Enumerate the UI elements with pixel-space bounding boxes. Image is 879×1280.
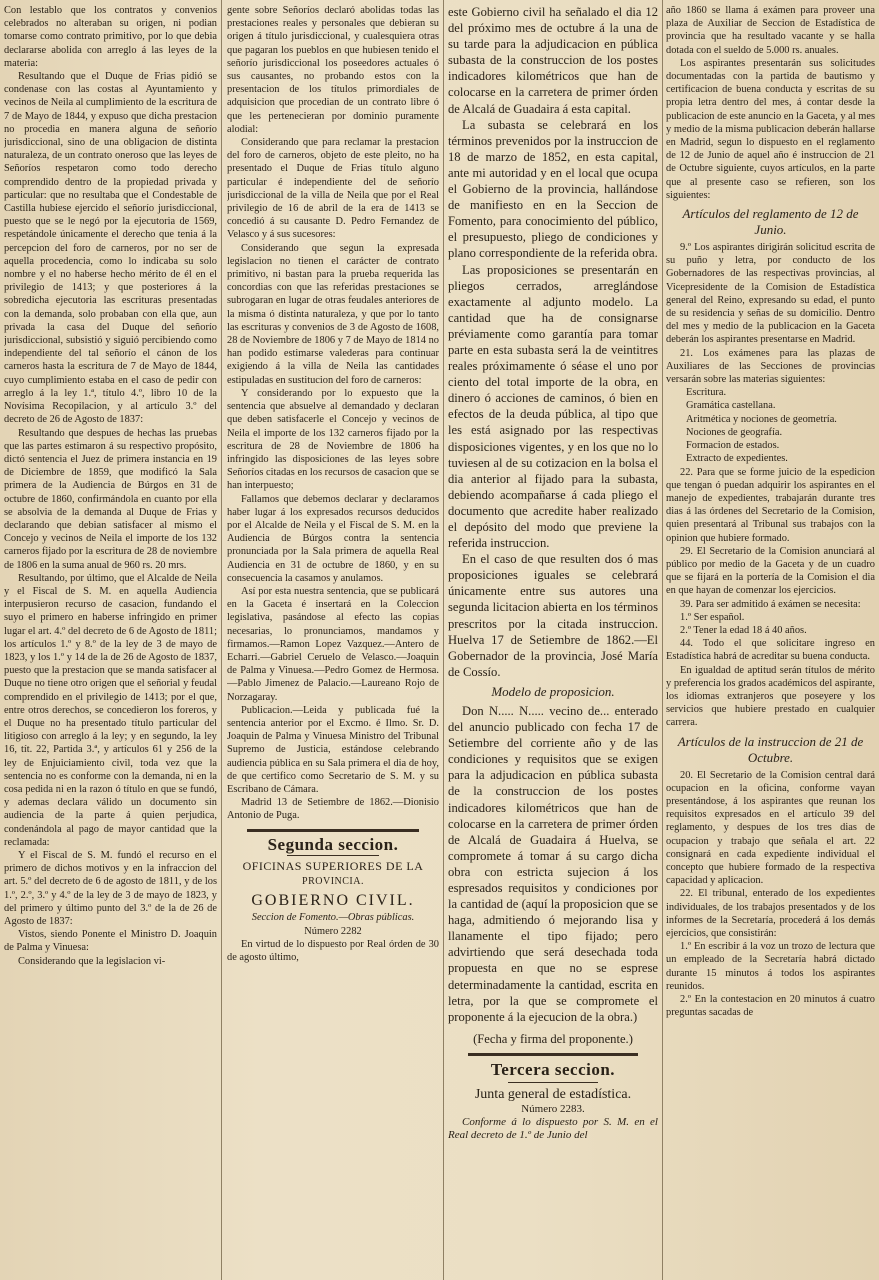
model-text: Don N..... N..... vecino de... enterado del anuncio publicado con fecha 17 de Setiembre del corriente año y de las condiciones y requisitos que se exigen para la adjudicacion en pública subasta de la construccion de los postes indicadores kilométricos que han de colocarse en la carretera de primer órden de Alcalá de Guadaira á Huelva, se compromete á tomar á su cargo dicha obra con estricta sujecion á los espresados requisitos y condiciones por la cantidad de (aquí la proposicion que se haga, admitiendo ó mejorando lisa y llanamente el tipo fijado; pero advirtiendo que será desechada toda propuesta en que no se esprese determinadamente la cantidad, escrita en letra, por la que se compromete el proponente á la ejecucion de la obra.): [448, 703, 658, 1024]
paragraph: Considerando que la legislacion vi-: [18, 955, 166, 967]
paragraph: Y el Fiscal de S. M. fundó el recurso en el primero de dichos motivos y en la infraccion del art. 5.º del decreto de 6 de agosto de 1811, y de los 1.º, 2.º, 3.º y 4.º de la ley de 3 de mayo de 1823, y del primero y último punto del 3.º de la de 26 de Agosto de 1837:: [4, 850, 217, 928]
paragraph: 29. El Secretario de la Comision anunciará al público por medio de la Gaceta y de un cuadro que se fijará en la portería de la Comision el dia en que hayan de comenzar los ejercicios.: [666, 545, 875, 597]
junta-heading: Junta general de estadística.: [474, 1087, 632, 1102]
column-4: [666, 4, 875, 1276]
paragraph: año 1860 se llama á exámen para proveer una plaza de Auxiliar de Seccion de Estadística de provincia que ha resultado vacante y se halla dotada con el sueldo de 5.000 rs. anuales.: [666, 5, 875, 56]
paragraph: Resultando que despues de hechas las pruebas que las partes estimaron á su respectivo propósito, dictó sentencia el Juez de primera instancia en 19 de Diciembre de 1859, que modificó la Sala primera de la Audiencia de Búrgos en 31 de octubre de 1860, confirmándola en cuanto por ella se absolvia de la demanda al Duque de Frias y declarando que debian satisfacer al mismo el Concejo y vecinos de Neila el importe de los 132 carneros fijado por la escritura de 28 de noviembre de 1806 en la suma anual de 960 rs. 20 mrs.: [4, 427, 217, 571]
paragraph: Resultando, por último, que el Alcalde de Neila y el Fiscal de S. M. en aquella Audiencia interpusieron recurso de casacion, fundando el suyo el primero en haberse infringido en primer lugar el art. 4.º del decreto de 6 de Agosto de 1811; los artículos 1.º y 8.º de la ley de 3 de mayo de 1823, y los 1.º y 14 de la de 26 de Agosto de 1837, puesto que la prestacion que se manda satisfacer al Duque no tiene otro origen que el señorial y feudal comprendido en el privilegio de 1413; por el que, entre otros derechos, se concedieron los foreros, y el Duque no ha presentado título particular del litigioso con arreglo á la ley; y en segundo, la ley 16, tít. 22, Partida 3.ª, y artículos 61 y 256 de la ley de Enjuiciamiento civil, toda vez que la sentencia no es conforme con la demanda, ni en la cosa pedida ni en la razon ó título en que se fundó, y ademas declara válido un documento sin audiencia de la parte á quien perjudica, condenándola al pago de mayor cantidad que la reclamada:: [4, 572, 217, 848]
paragraph: 2.º En la contestacion en 20 minutos á cuatro preguntas sacadas de: [666, 994, 875, 1019]
paragraph: Conforme á lo dispuesto por S. M. en el Real decreto de 1.º de Junio del: [448, 1116, 658, 1142]
paragraph: 9.º Los aspirantes dirigirán solicitud escrita de su puño y letra, por conducto de los Gobernadores de las respectivas provincias, al Vicepresidente de la Comision de Estadística general del Reino, expresando su edad, el punto de su residencia y señas de su domicilio. Dentro del mes y medio de la publicacion en la Gaceta deberán los aspirantes presentarse en Madrid.: [666, 242, 875, 346]
paragraph: En virtud de lo dispuesto por Real órden de 30 de agosto último,: [227, 938, 439, 964]
model-title: Modelo de proposicion.: [491, 683, 615, 699]
paragraph: La subasta se celebrará en los términos prevenidos por la instruccion de 18 de marzo de 1852, en esta capital, ante mi autoridad y en el local que ocupa el Gobierno de la provincia, hallándose de manifiesto en en la Seccion de Fomento, para conocimiento del público, el presupuesto, pliego de condiciones y plano correspondiente de la referida obra.: [448, 117, 658, 261]
paragraph: Con lestablo que los contratos y convenios celebrados no alteraban su origen, ni podian tomarse como contrato primitivo, por lo que debia declararse abolida con arreglo á las leyes de la materia:: [4, 5, 217, 69]
list-item: Escritura.: [686, 387, 727, 399]
column-3: [448, 4, 658, 1276]
paragraph: 2.º Tener la edad 18 á 40 años.: [680, 624, 807, 636]
paragraph: gente sobre Señoríos declaró abolidas todas las prestaciones reales y personales que debieran su origen á título jurisdiccional, y cualesquiera otras que pagaran los pueblos en que hubiesen tenido el señorío jurisdiccional los poseedores actuales ó sus causantes, no probando estos con la presentacion de los títulos primordiales de adquisicion que procedian de un contrato libre ó que les pertenecieran por dominio puramente alodial:: [227, 5, 439, 135]
paragraph: Considerando que para reclamar la prestacion del foro de carneros, objeto de este pleito, no ha presentado el Duque de Frias título alguno particular é independiente del de señorío jurisdiccional de la villa de Neila que por el Real privilegio de 16 de abril de la era de 1413 se concedió á su causante D. Pedro Fernandez de Velasco y á sus sucesores:: [227, 137, 439, 241]
paragraph: 20. El Secretario de la Comision central dará ocupacion en la oficina, conforme vayan presentándose, á los aspirantes que reunan los requisitos expresados en el artículo 39 del reglamento, y despues de los tres dias de ocupacion y trabajo que señala el art. 22 consignará en cada expediente individual el concepto que hubiere formado de la respectiva capacidad y aplicacion.: [666, 769, 875, 887]
paragraph: Considerando que segun la expresada legislacion no tienen el carácter de contrato primitivo, ni bastan para la prueba requerida las concordias con que las referidas prestaciones se subrogaran en lugar de otras feudales anteriores de la misma ó distinta naturaleza, y que por lo tanto las escrituras y convenios de 3 de Agosto de 1608, 28 de Noviembre de 1806 y 7 de Mayo de 1814 no han podido estimarse valederas para continuar exigiendo á la villa de Neila las cantidades estipuladas en sustitucion del foro de carneros:: [227, 242, 439, 386]
section-divider: [247, 829, 419, 832]
paragraph: 21. Los exámenes para las plazas de Auxiliares de las Secciones de provincias versarán sobre las materias siguientes:: [666, 347, 875, 386]
column-1: [4, 4, 217, 1276]
divider: [508, 1082, 598, 1083]
column-rule: [443, 0, 444, 1280]
paragraph: Vistos, siendo Ponente el Ministro D. Joaquin de Palma y Vinuesa:: [4, 929, 217, 954]
paragraph: En igualdad de aptitud serán títulos de mérito y preferencia los grados académicos del aspirante, los idiomas extranjeros que poseyere y los servicios que hubiere prestado en cualquier carrera.: [666, 664, 875, 729]
paragraph: Las proposiciones se presentarán en pliegos cerrados, arreglándose exactamente al adjunto modelo. La cantidad que ha de consignarse préviamente como garantía para tomar parte en esta subasta será la de veintitres reales próximamente ó séase el uno por ciento del total importe de la obra, en dinero ó acciones de caminos, ó bien en efectos de la deuda pública, al tipo que les está asignado por las respectivas disposiciones vigentes, y en los que no lo tuviesen al de su cotizacion en la bolsa el dia anterior al fijado para la subasta, debiendo acompañarse á cada pliego el documento que acredite haber realizado el depósito del modo que previene la referida instruccion.: [448, 262, 658, 551]
paragraph: 39. Para ser admitido á exámen se necesita:: [680, 598, 861, 610]
section-title: Segunda seccion.: [267, 834, 399, 854]
paragraph: 22. El tribunal, enterado de los expedientes individuales, de los trabajos presentados y de los informes de la Secretaría, procederá á los demás ejercicios, que consistirán:: [666, 888, 875, 939]
signature-line: (Fecha y firma del proponente.): [473, 1031, 633, 1046]
paragraph: 1.º Ser español.: [680, 611, 745, 623]
department-line: Seccion de Fomento.—Obras públicas.: [251, 912, 415, 924]
paragraph: Publicacion.—Leida y publicada fué la sentencia anterior por el Excmo. é Ilmo. Sr. D. Joaquin de Palma y Vinuesa Ministro del Tribunal Supremo de Justicia, estándose celebrando audiencia pública en su Sala primera el dia de hoy, de que certifico como Secretario de S. M. y su Escribano de Cámara.: [227, 704, 439, 795]
notice-number: Número 2282: [304, 925, 362, 937]
section-heading: Artículos del reglamento de 12 de Junio.: [682, 206, 859, 238]
section-heading: Artículos de la instruccion de 21 de Octubre.: [677, 733, 864, 765]
paragraph: 22. Para que se forme juicio de la espedicion que tengan ó puedan adquirir los aspirantes en el manejo de expedientes, trabajarán durante tres dias á las órdenes del Secretario de la Comision, quien presentará al Tribunal sus trabajos con la opinion que hubiere formado.: [666, 466, 875, 544]
subject-list: [666, 386, 875, 465]
section-divider: [468, 1053, 638, 1056]
list-item: Formacion de estados.: [686, 440, 780, 452]
paragraph: Y considerando por lo expuesto que la sentencia que absuelve al demandado y declaran que deben satisfacerle el Concejo y vecinos de Neila el importe de los 132 carneros fijado por la escritura de 28 de Noviembre de 1806 ha infringido las disposiciones de las leyes sobre Señoríos citadas en los recursos de casacion que se han interpuesto;: [227, 387, 439, 492]
list-item: Extracto de expedientes.: [686, 453, 788, 465]
paragraph: Madrid 13 de Setiembre de 1862.—Dionisio Antonio de Puga.: [227, 797, 439, 822]
column-2: [227, 4, 439, 1276]
paragraph: 44. Todo el que solicitare ingreso en Estadística habrá de acreditar su buena conducta.: [666, 638, 875, 663]
list-item: Nociones de geografía.: [686, 426, 783, 438]
paragraph: Así por esta nuestra sentencia, que se publicará en la Gaceta é insertará en la Coleccion legislativa, pasándose al efecto las copias necesarias, lo pronunciamos, mandamos y firmamos.—Ramon Lopez Vazquez.—Antero de Echarri.—Gabriel Ceruelo de Velasco.—Joaquin de Palma y Vinuesa.—Pedro Gomez de Hermosa.—Pablo Jimenez de Palacio.—Laureano Rojo de Norzagaray.: [227, 585, 439, 703]
notice-number: Número 2283.: [521, 1103, 585, 1116]
paragraph: este Gobierno civil ha señalado el dia 12 del próximo mes de octubre á la una de su tarde para la adjudicacion en pública subasta de la construccion de los postes indicadores kilométricos que han de colocarse en la carretera de primer órden de Alcalá de Guadaira á esta capital.: [448, 5, 658, 116]
gobierno-heading: GOBIERNO CIVIL.: [251, 892, 415, 910]
paragraph: En el caso de que resulten dos ó mas proposiciones iguales se celebrará únicamente entre sus autores una segunda licitacion abierta en los términos prescritos por la citada instruccion. Huelva 17 de Setiembre de 1862.—El Gobernador de la provincia, José María de Cossío.: [448, 552, 658, 679]
list-item: Gramática castellana.: [686, 400, 776, 412]
paragraph: 1.º En escribir á la voz un trozo de lectura que un empleado de la Secretaría habrá dictado durante 15 minutos á todos los aspirantes reunidos.: [666, 941, 875, 992]
column-rule: [662, 0, 663, 1280]
paragraph: Fallamos que debemos declarar y declaramos haber lugar á los expresados recursos deducidos por el Alcalde de Neila y el Fiscal de S. M. en la Audiencia de Búrgos contra la sentencia pronunciada por la Sala primera de aquella Real Audiencia en 31 de octubre de 1860, y en su consecuencia la casamos y anulamos.: [227, 493, 439, 584]
column-rule: [221, 0, 222, 1280]
paragraph: Los aspirantes presentarán sus solicitudes documentadas con la partida de bautismo y certificacion de buena conducta y escritas de su propia letra dentro del mes, á contar desde la publicacion de este anuncio en la Gaceta, y al mes y medio de la misma publicacion deberán hallarse en Madrid, segun lo dispuesto en el reglamento de 12 de Junio de aquel año é instruccion de 21 de Octubre siguiente, cuyos artículos, en la parte que al presente caso se refieren, son los siguientes:: [666, 57, 875, 201]
province-heading: PROVINCIA.: [302, 876, 364, 887]
divider: [287, 855, 379, 856]
paragraph: Resultando que el Duque de Frias pidió se condenase con las costas al Ayuntamiento y vecinos de Neila al cumplimiento de la escritura de 7 de Mayo de 1844, y expuso que dicha prestacion no procedia en manera alguna de señorío jurisdiccional, sino de una obligacion de distinta naturaleza, de un contrato oneroso que las leyes de Señoríos respetaron como todo derecho comprendido dentro de la propiedad privada y particular: que no resultaba que el Condestable de Castilla hubiese ejercido el señorío jurisdiccional, puesto que se le negó por la ejecutoria de 1569, respetándole únicamente el derecho que tenia á la percepcion del foro de carneros, por no ser de aquella procedencia, como lo indicaba su solo nombre y el no haberse hecho mérito de él en el privilegio de 1413; y que posteriores á la sobredicha ejecutoria las escrituras presentadas con la demanda, solo probaban con ella que, aun privada la casa del Duque del señorío jurisdiccional, subsistió y siguió percibiendo como independiente del tal señorío el cánon de los carneros hasta la escritura de 7 de Mayo de 1844, cuyo cumplimiento estaba en el caso de pedir con arreglo á la ley 1.ª, título 4.º, libro 10 de la Novísima Recopilacion, y al artículo 3.º del decreto de 26 de Agosto de 1837:: [4, 71, 217, 426]
section-title: Tercera seccion.: [490, 1059, 616, 1079]
office-heading: OFICINAS SUPERIORES DE LA: [242, 858, 424, 873]
list-item: Aritmética y nociones de geometría.: [686, 413, 837, 425]
